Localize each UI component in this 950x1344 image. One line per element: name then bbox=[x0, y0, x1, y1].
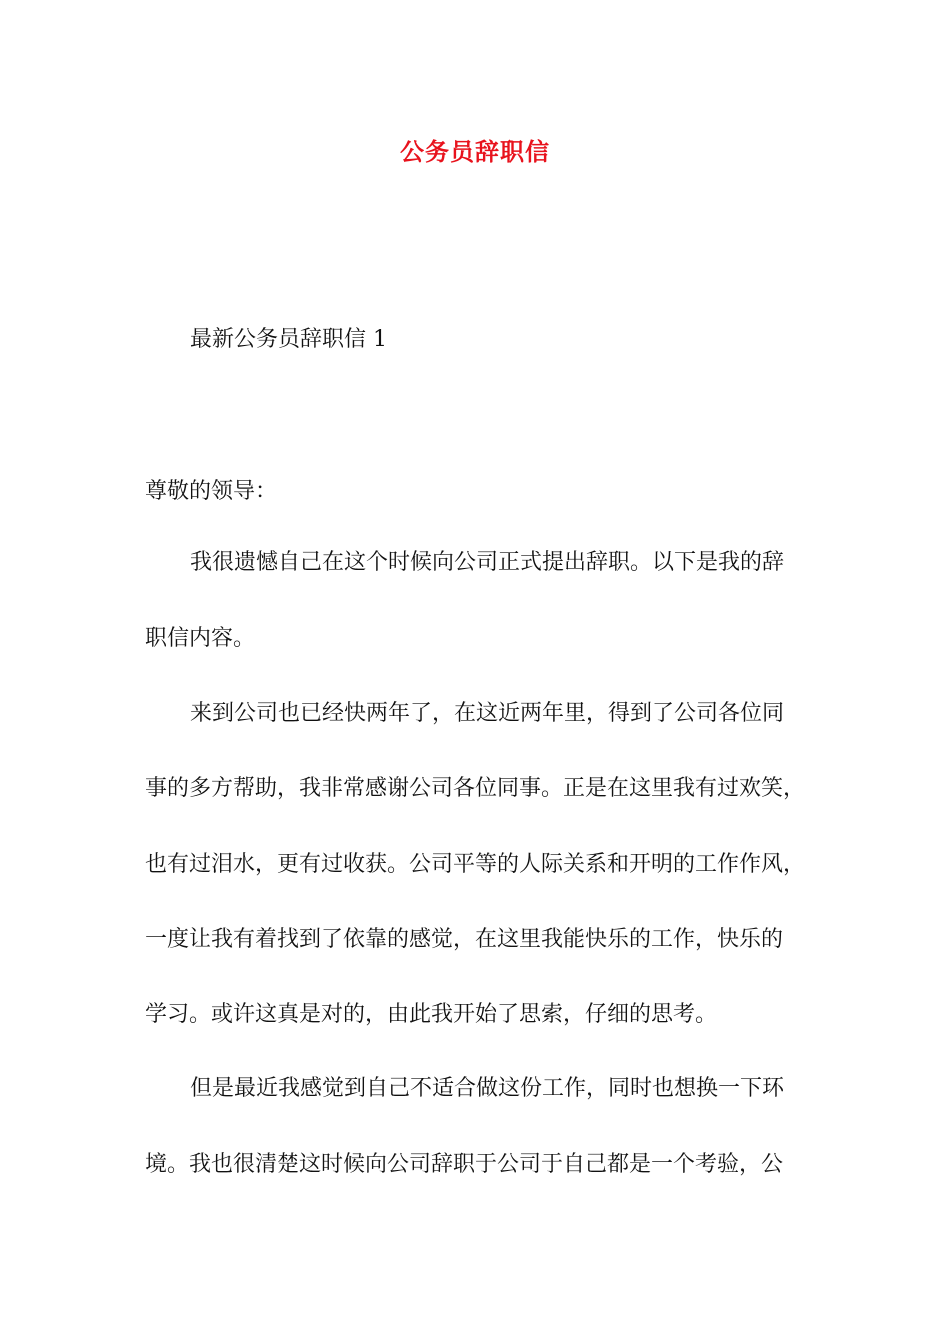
letter-subtitle: 最新公务员辞职信 1 bbox=[190, 327, 387, 352]
paragraph-line-4: 事的多方帮助，我非常感谢公司各位同事。正是在这里我有过欢笑， bbox=[145, 776, 806, 801]
document-title: 公务员辞职信 bbox=[400, 137, 550, 166]
paragraph-line-3: 来到公司也已经快两年了，在这近两年里，得到了公司各位同 bbox=[190, 701, 785, 726]
salutation: 尊敬的领导： bbox=[145, 479, 278, 504]
paragraph-line-6: 一度让我有着找到了依靠的感觉，在这里我能快乐的工作，快乐的 bbox=[145, 927, 784, 952]
paragraph-line-9: 境。我也很清楚这时候向公司辞职于公司于自己都是一个考验，公 bbox=[145, 1152, 784, 1177]
paragraph-line-5: 也有过泪水，更有过收获。公司平等的人际关系和开明的工作作风， bbox=[145, 852, 806, 877]
paragraph-line-1: 我很遗憾自己在这个时候向公司正式提出辞职。以下是我的辞 bbox=[190, 550, 785, 575]
paragraph-line-8: 但是最近我感觉到自己不适合做这份工作，同时也想换一下环 bbox=[190, 1076, 785, 1101]
paragraph-line-2: 职信内容。 bbox=[145, 626, 256, 651]
paragraph-line-7: 学习。或许这真是对的，由此我开始了思索，仔细的思考。 bbox=[145, 1002, 718, 1027]
